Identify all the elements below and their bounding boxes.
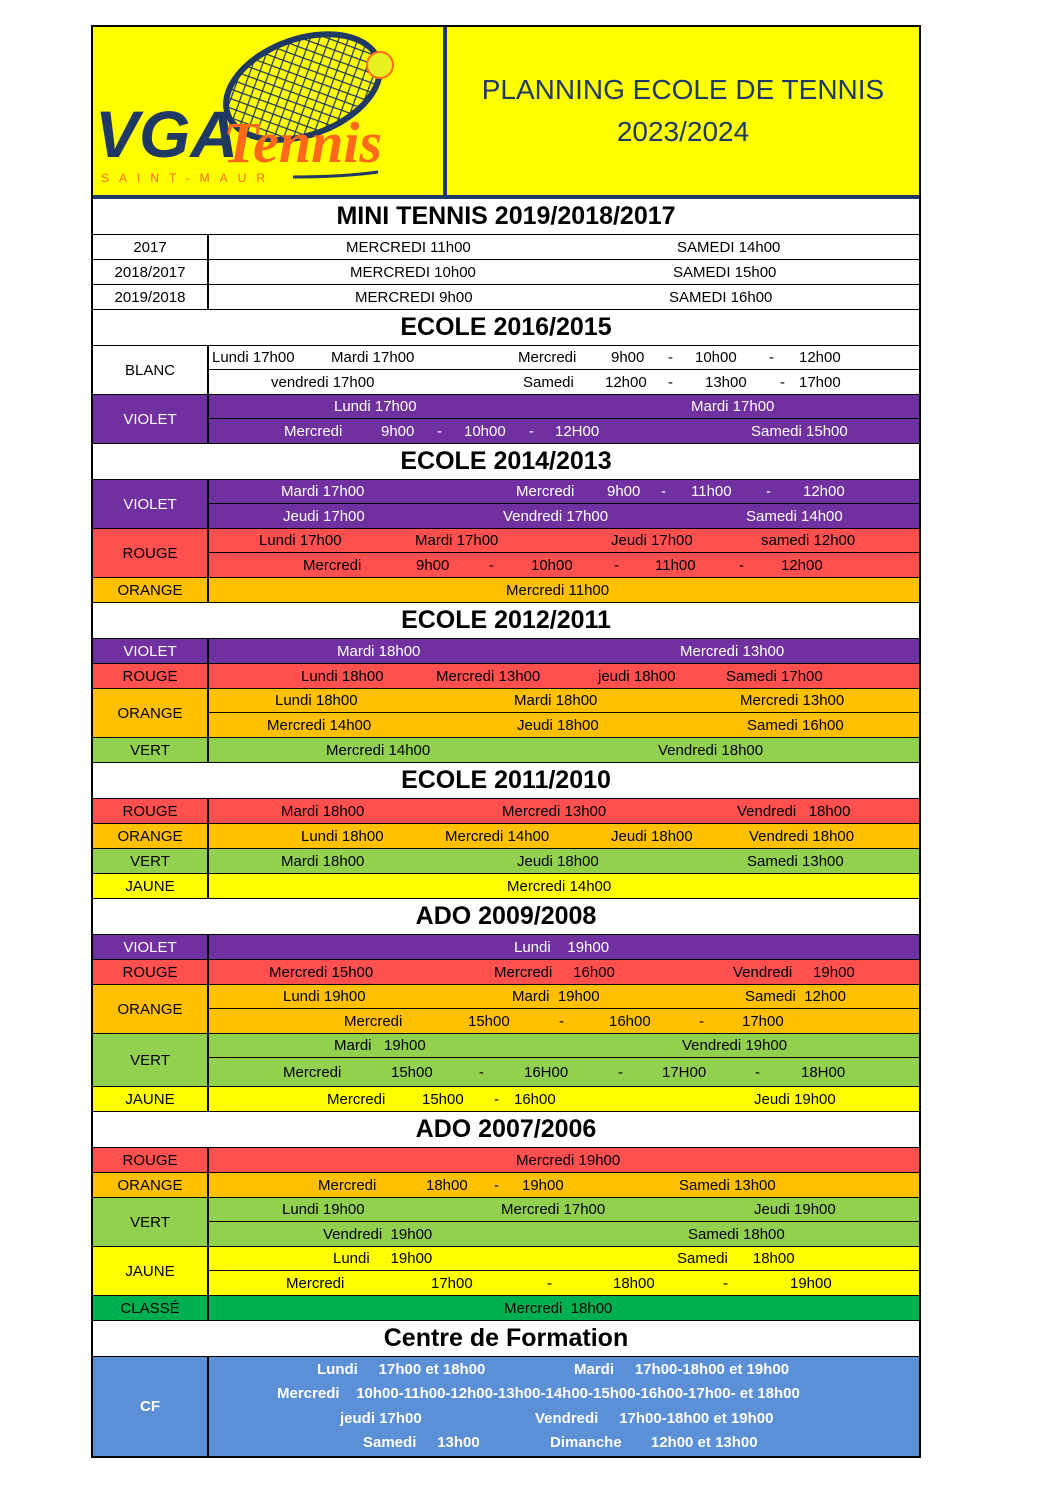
slot: Mercredi 13h00 — [502, 802, 607, 820]
slot: vendredi 17h00 — [271, 373, 375, 391]
slot: 12h00 — [803, 483, 845, 500]
slot: samedi 12h00 — [761, 532, 856, 549]
slot: Mercredi — [518, 349, 577, 366]
group-label: ORANGE — [93, 824, 209, 848]
slot: 11h00 — [655, 556, 696, 574]
slot: - — [766, 483, 771, 500]
slot: Mercredi 10h00-11h00-12h00-13h00-14h00-15h00-16h00-17h00- et 18h00 — [277, 1385, 800, 1402]
slot: - — [494, 1090, 499, 1108]
group-violet-2014 — [93, 480, 919, 529]
group-mini-2017 — [93, 235, 919, 260]
slot: 15h00 — [468, 1012, 510, 1030]
slot: Dimanche 12h00 et 13h00 — [550, 1433, 758, 1451]
section-ecole-2014-2013: ECOLE 2014/2013 — [93, 444, 919, 480]
group-vert-2011 — [93, 849, 919, 874]
slot: Jeudi 18h00 — [611, 827, 693, 845]
group-vert-ado09 — [93, 1034, 919, 1087]
group-label: JAUNE — [93, 1247, 209, 1295]
slot: - — [769, 349, 774, 366]
group-label: VIOLET — [93, 395, 209, 443]
svg-text:SAINT-MAUR: SAINT-MAUR — [101, 171, 276, 185]
slot: MERCREDI 11h00 — [346, 238, 471, 256]
slot: Mardi 19h00 — [512, 988, 600, 1005]
slot: Lundi 18h00 — [301, 667, 384, 685]
group-classe-ado07 — [93, 1296, 919, 1321]
slot: 16h00 — [609, 1012, 651, 1030]
slot: 12h00 — [799, 349, 841, 366]
slot: Mardi 18h00 — [337, 642, 421, 660]
slot: Mercredi 16h00 — [494, 963, 615, 981]
slot: Mardi 17h00 — [415, 532, 499, 549]
slot: - — [559, 1012, 564, 1030]
group-cf — [93, 1357, 919, 1456]
group-label: BLANC — [93, 346, 209, 394]
slot: - — [668, 373, 673, 391]
slot: Mercredi — [284, 422, 343, 440]
slot: Samedi 15h00 — [751, 422, 848, 440]
slot: MERCREDI 10h00 — [350, 263, 476, 281]
slot: Mercredi — [303, 556, 362, 574]
slot: 9h00 — [607, 483, 641, 500]
slot: jeudi 17h00 — [340, 1409, 422, 1427]
group-orange-2011 — [93, 824, 919, 849]
slot: Vendredi 18h00 — [658, 741, 764, 759]
slot: 12h00 — [781, 556, 823, 574]
slot: Lundi 19h00 — [282, 1201, 365, 1218]
slot: Samedi 12h00 — [745, 988, 846, 1005]
slot: Samedi 14h00 — [746, 507, 843, 525]
slot: Jeudi 19h00 — [754, 1090, 836, 1108]
slot: 10h00 — [695, 349, 737, 366]
title-box — [447, 27, 919, 195]
slot: 13h00 — [705, 373, 747, 391]
slot: 9h00 — [416, 556, 450, 574]
slot: Mercredi — [327, 1090, 386, 1108]
svg-text:Tennis: Tennis — [223, 110, 383, 175]
slot: Jeudi 17h00 — [283, 507, 365, 525]
slot: - — [489, 556, 494, 574]
slot: - — [529, 422, 534, 440]
section-ecole-2016-2015: ECOLE 2016/2015 — [93, 310, 919, 346]
slot: Mercredi 14h00 — [326, 741, 431, 759]
group-jaune-ado09 — [93, 1087, 919, 1112]
group-rouge-2014 — [93, 529, 919, 578]
racket-icon — [93, 27, 443, 195]
group-label: ORANGE — [93, 578, 209, 602]
slot: - — [668, 349, 673, 366]
slot: Mercredi 13h00 — [436, 667, 541, 685]
group-label: CLASSÉ — [93, 1296, 209, 1320]
slot: Mercredi 19h00 — [516, 1151, 621, 1169]
slot: Lundi 17h00 et 18h00 — [317, 1360, 486, 1378]
group-label: 2017 — [93, 235, 209, 259]
slot: Mardi 18h00 — [514, 692, 598, 709]
group-label: ORANGE — [93, 1173, 209, 1197]
slot: Samedi 16h00 — [747, 716, 844, 734]
slot: - — [755, 1063, 760, 1081]
slot: Vendredi 19h00 — [682, 1037, 788, 1054]
group-jaune-2011 — [93, 874, 919, 899]
slot: - — [494, 1176, 499, 1194]
slot: - — [723, 1274, 728, 1292]
group-label: JAUNE — [93, 1087, 209, 1111]
slot: 15h00 — [391, 1063, 433, 1081]
slot: MERCREDI 9h00 — [355, 288, 473, 306]
slot: Mercredi 11h00 — [506, 581, 610, 599]
slot: Mercredi 13h00 — [680, 642, 785, 660]
group-violet-ado09 — [93, 935, 919, 960]
group-violet-2012 — [93, 639, 919, 664]
slot: jeudi 18h00 — [598, 667, 676, 685]
group-label: ROUGE — [93, 960, 209, 984]
section-ecole-2012-2011: ECOLE 2012/2011 — [93, 603, 919, 639]
slot: Mardi 17h00 — [691, 398, 775, 415]
slot: Mardi 17h00 — [281, 483, 365, 500]
slot: Mercredi 14h00 — [267, 716, 372, 734]
slot: Mardi 17h00-18h00 et 19h00 — [574, 1360, 790, 1378]
slot: - — [547, 1274, 552, 1292]
slot: Mercredi — [516, 483, 575, 500]
slot: 19h00 — [790, 1274, 832, 1292]
slot: Mardi 18h00 — [281, 852, 365, 870]
slot: Samedi 17h00 — [726, 667, 823, 685]
slot: Lundi 19h00 — [333, 1250, 433, 1267]
section-ecole-2011-2010: ECOLE 2011/2010 — [93, 763, 919, 799]
slot: - — [661, 483, 666, 500]
slot: Mercredi 13h00 — [740, 692, 845, 709]
slot: 17H00 — [662, 1063, 707, 1081]
group-label: ROUGE — [93, 529, 209, 577]
group-rouge-ado09 — [93, 960, 919, 985]
slot: Vendredi 17h00 — [503, 507, 609, 525]
group-label: VERT — [93, 1034, 209, 1086]
group-label: VERT — [93, 1198, 209, 1246]
slot: 17h00 — [799, 373, 841, 391]
group-label: VERT — [93, 849, 209, 873]
section-ado-2007-2006: ADO 2007/2006 — [93, 1112, 919, 1148]
group-mini-2019-2018 — [93, 285, 919, 310]
slot: - — [614, 556, 619, 574]
slot: Mardi 18h00 — [281, 802, 365, 820]
slot: Lundi 18h00 — [275, 692, 358, 709]
slot: 11h00 — [691, 483, 732, 500]
slot: 16h00 — [514, 1090, 556, 1108]
planning-sheet — [91, 25, 921, 1458]
group-label: ORANGE — [93, 689, 209, 737]
slot: - — [479, 1063, 484, 1081]
slot: Lundi 19h00 — [514, 938, 610, 956]
slot: 10h00 — [531, 556, 573, 574]
group-rouge-2012 — [93, 664, 919, 689]
slot: Vendredi 18h00 — [749, 827, 855, 845]
slot: 17h00 — [431, 1274, 473, 1292]
group-label: VIOLET — [93, 935, 209, 959]
slot: Mardi 17h00 — [331, 349, 415, 366]
group-jaune-ado07 — [93, 1247, 919, 1296]
slot: Mercredi 17h00 — [501, 1201, 606, 1218]
slot: Mercredi 18h00 — [504, 1299, 613, 1317]
group-label: ROUGE — [93, 799, 209, 823]
slot: 16H00 — [524, 1063, 569, 1081]
group-label: CF — [93, 1357, 209, 1456]
group-vert-ado07 — [93, 1198, 919, 1247]
slot: 9h00 — [611, 349, 645, 366]
slot: - — [618, 1063, 623, 1081]
section-ado-2009-2008: ADO 2009/2008 — [93, 899, 919, 935]
slot: SAMEDI 16h00 — [669, 288, 773, 306]
slot: 19h00 — [522, 1176, 564, 1194]
slot: Samedi 13h00 — [747, 852, 844, 870]
slot: Mercredi — [318, 1176, 377, 1194]
slot: Samedi 18h00 — [677, 1250, 795, 1267]
slot: - — [699, 1012, 704, 1030]
slot: Lundi 19h00 — [283, 988, 366, 1005]
page-title: PLANNING ECOLE DE TENNIS — [481, 74, 885, 105]
svg-text:VGA: VGA — [95, 97, 239, 171]
slot: Jeudi 19h00 — [754, 1201, 836, 1218]
group-violet-2016 — [93, 395, 919, 444]
club-logo — [93, 27, 447, 195]
slot: 18h00 — [613, 1274, 655, 1292]
slot: SAMEDI 14h00 — [677, 238, 781, 256]
slot: Jeudi 18h00 — [517, 716, 599, 734]
group-label: ROUGE — [93, 1148, 209, 1172]
slot: Lundi 17h00 — [334, 398, 417, 415]
slot: Vendredi 19h00 — [733, 963, 855, 981]
group-label: JAUNE — [93, 874, 209, 898]
slot: Samedi 13h00 — [363, 1433, 480, 1451]
slot: Mercredi — [344, 1012, 403, 1030]
season: 2023/2024 — [616, 116, 750, 147]
slot: SAMEDI 15h00 — [673, 263, 777, 281]
group-label: VIOLET — [93, 639, 209, 663]
group-orange-2012 — [93, 689, 919, 738]
group-rouge-ado07 — [93, 1148, 919, 1173]
slot: 9h00 — [381, 422, 415, 440]
slot: 15h00 — [422, 1090, 464, 1108]
group-mini-2018-2017 — [93, 260, 919, 285]
slot: Jeudi 17h00 — [611, 532, 693, 549]
slot: - — [739, 556, 744, 574]
slot: 10h00 — [464, 422, 506, 440]
slot: - — [437, 422, 442, 440]
group-orange-ado07 — [93, 1173, 919, 1198]
slot: Vendredi 17h00-18h00 et 19h00 — [535, 1409, 774, 1427]
slot: 12H00 — [555, 422, 600, 440]
group-rouge-2011 — [93, 799, 919, 824]
group-orange-2014 — [93, 578, 919, 603]
group-orange-ado09 — [93, 985, 919, 1034]
slot: 18H00 — [801, 1063, 846, 1081]
slot: Samedi — [523, 373, 574, 391]
group-label: ROUGE — [93, 664, 209, 688]
slot: Mercredi 14h00 — [445, 827, 550, 845]
group-blanc — [93, 346, 919, 395]
group-label: 2018/2017 — [93, 260, 209, 284]
slot: 12h00 — [605, 373, 647, 391]
group-label: ORANGE — [93, 985, 209, 1033]
group-label: 2019/2018 — [93, 285, 209, 309]
slot: Mercredi 15h00 — [269, 963, 374, 981]
slot: Mercredi — [286, 1274, 345, 1292]
slot: Lundi 18h00 — [301, 827, 384, 845]
slot: Samedi 18h00 — [688, 1225, 785, 1243]
slot: Samedi 13h00 — [679, 1176, 776, 1194]
header — [93, 27, 919, 199]
slot: Lundi 17h00 — [212, 349, 295, 366]
group-label: VERT — [93, 738, 209, 762]
slot: Vendredi 18h00 — [737, 802, 851, 820]
slot: Vendredi 19h00 — [323, 1225, 433, 1243]
section-mini-tennis: MINI TENNIS 2019/2018/2017 — [93, 199, 919, 235]
slot: Lundi 17h00 — [259, 532, 342, 549]
slot: 17h00 — [742, 1012, 784, 1030]
group-label: VIOLET — [93, 480, 209, 528]
slot: Mercredi — [283, 1063, 342, 1081]
group-vert-2012 — [93, 738, 919, 763]
slot: - — [780, 373, 785, 391]
slot: Mardi 19h00 — [334, 1037, 426, 1054]
slot: Mercredi 14h00 — [507, 877, 612, 895]
slot: Jeudi 18h00 — [517, 852, 599, 870]
slot: 18h00 — [426, 1176, 468, 1194]
section-centre-formation: Centre de Formation — [93, 1321, 919, 1357]
